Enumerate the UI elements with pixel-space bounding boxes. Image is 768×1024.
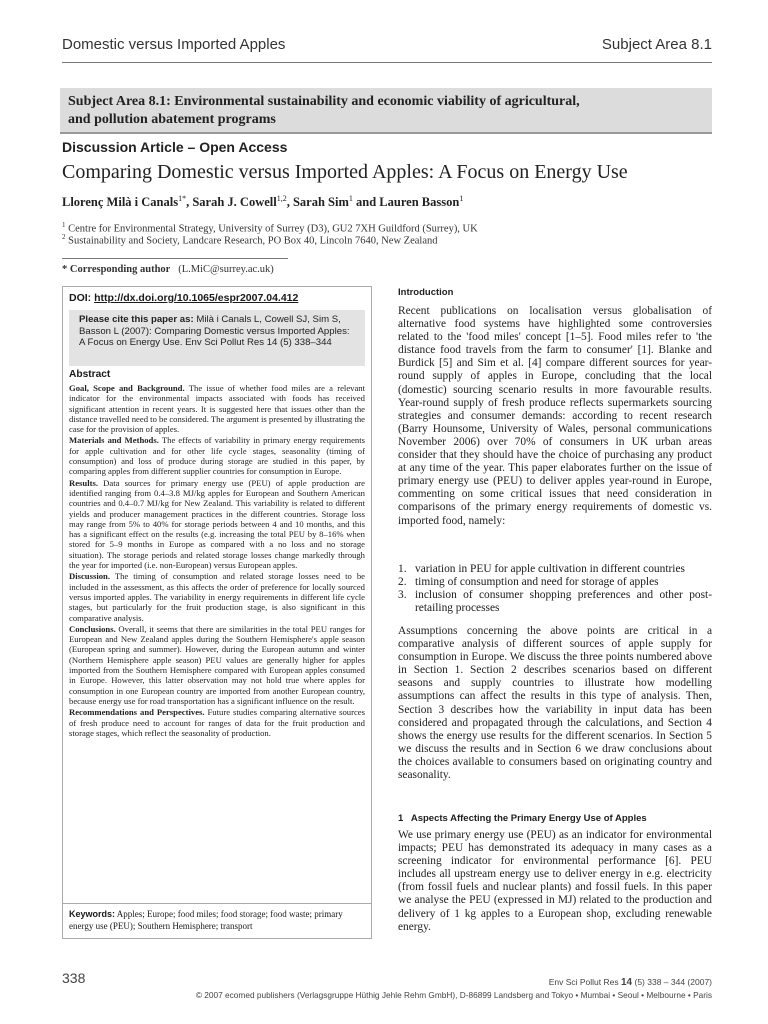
- author-sup: 1,2: [276, 194, 287, 203]
- author-name: Llorenç Milà i Canals: [62, 195, 179, 210]
- list-item: 1. variation in PEU for apple cultivation in different countries: [398, 563, 685, 575]
- issues-list: [398, 563, 712, 615]
- affiliation-1: $^1$ Centre for Environmental Strategy, University of Surrey (D3), GU2 7XH Guildford (Surrey), UK: [62, 221, 478, 235]
- section-1-paragraph: We use primary energy use (PEU) as an indicator for environmental impacts; PEU has demonstrated its adequacy in many cases as a screening indicator for environmental performance [6]. PEU includes all upstream energy use to deliver energy in e.g. electricity (from fossil fuels and nuclear plants) and fossil fuels. In this paper we analyse the PEU (expressed in MJ) related to the production and delivery of 1 kg apples to a European shop, excluding renewable energy.: [398, 829, 712, 933]
- introduction-paragraph: Recent publications on localisation versus globalisation of alternative food systems have highlighted some controversies related to the 'food miles' concept [1–5]. Food miles refer to 'the distance food travels from the farm to consumer' [1]. Blanke and Burdick [5] and Sim et al. [4] compare different sources for year-round supply of apples in Europe, concluding that the local (domestic) sourcing scenario results in more favourable results. Year-round supply of fresh produce reflects supermarkets sourcing strategies and consumer demands: according to recent research (Barry Hounsome, University of Wales, personal communications November 2006) over 70% of consumers in UK urban areas consider that they should have the choice of purchasing any product at any time of the year. This paper elaborates further on the issue of primary energy use (PEU) to deliver apples year-round in Europe, commenting on some critical issues that need consideration in comparisons of the primary energy requirements of domestic vs. imported food, namely:: [398, 305, 712, 527]
- subject-area-line-2: and pollution abatement programs: [68, 112, 276, 127]
- keywords-rule: [63, 903, 371, 904]
- header-rule: [62, 62, 712, 63]
- assumptions-paragraph: Assumptions concerning the above points are critical in a comparative analysis of different sources of apple supply for consumption in Europe. We discuss the three points numbered above in Section 1. Section 2 describes scenarios based on different seasons and supply countries to illustrate how modelling assumptions can affect the results in this type of analysis. Then, Section 3 describes how the variability in input data has been considered and propagated through the calculations, and Section 4 shows the energy use results for the different scenarios. In Section 5 we discuss the results and in Section 6 we draw conclusions about the choices available to consumers based on originating country and seasonality.: [398, 625, 712, 782]
- corresponding-email[interactable]: (L.MiC@surrey.ac.uk): [178, 264, 274, 275]
- author-list: Llorenç Milà i Canals$^{1*}$, Sarah J. Cowell$^{1,2}$, Sarah Sim$^1$ and Lauren Basson$^1$: [62, 194, 464, 210]
- doi-link[interactable]: http://dx.doi.org/10.1065/espr2007.04.412: [94, 292, 299, 304]
- journal-reference: Env Sci Pollut Res 14 (5) 338 – 344 (2007): [548, 977, 712, 988]
- abstract-paragraph: Recommendations and Perspectives. Future studies comparing alternative sources of fresh produce need to account for ranges of data for the fruit production and storage stages, which reflect the seasonality of production.: [69, 707, 365, 738]
- abstract-paragraph: Discussion. The timing of consumption and related storage losses need to be included in the assessment, as this affects the order of preference for locally sourced versus imported apples. The variability in energy requirements in different life cycle stages, but particularly for the fruit production stage, is also significant in this comparative analysis.: [69, 571, 365, 623]
- author-sup: 1: [348, 194, 353, 203]
- running-header-subject: Subject Area 8.1: [601, 36, 712, 53]
- page-number: 338: [62, 970, 86, 986]
- abstract-paragraph: Conclusions. Overall, it seems that there are similarities in the total PEU ranges for European and New Zealand apples during the Southern Hemisphere's apple season (European spring and summer). However, during the European autumn and winter (Northern Hemisphere apple season) PEU values are generally higher for apples imported from the Southern Hemisphere compared with European apples consumed in Europe. However, this latter observation may not hold true where apples for consumption in one European country are imported from another European country, because energy use for road transportation has a significant influence on the result.: [69, 623, 365, 706]
- cite-text: Milà i Canals L, Cowell SJ, Sim S, Basson L (2007): Comparing Domestic versus Imported Apples: A Focus on Energy Use. Env Sci Pollut Res 14 (5) 338–344: [79, 314, 350, 349]
- author-name: Sarah J. Cowell: [192, 195, 277, 210]
- author-name: Sarah Sim: [292, 195, 349, 210]
- author-sup: 1: [459, 194, 464, 203]
- author-sup: 1*: [178, 194, 187, 203]
- subject-area-box: [60, 88, 712, 134]
- article-title: Comparing Domestic versus Imported Apples: A Focus on Energy Use: [62, 161, 628, 183]
- copyright-line: © 2007 ecomed publishers (Verlagsgruppe Hüthig Jehle Rehm GmbH), D-86899 Landsberg and Tokyo • Mumbai • Seoul • Melbourne • Paris: [195, 990, 712, 1000]
- running-header: [62, 36, 712, 53]
- corresponding-author: * Corresponding author (L.MiC@surrey.ac.uk): [62, 264, 274, 275]
- doi-line: DOI: http://dx.doi.org/10.1065/espr2007.04.412: [69, 292, 299, 304]
- running-header-title: Domestic versus Imported Apples: [62, 36, 286, 53]
- subject-area-line-1: Subject Area 8.1: Environmental sustainability and economic viability of agricultural,: [68, 94, 580, 109]
- cite-label: Please cite this paper as:: [79, 314, 194, 325]
- list-item: 2. timing of consumption and need for storage of apples: [398, 576, 659, 589]
- keywords: Keywords: Apples; Europe; food miles; food storage; food waste; primary energy use (PEU); Southern Hemisphere; transport: [69, 909, 343, 931]
- abstract-paragraph: Results. Data sources for primary energy use (PEU) of apple production are identified ranging from 0.4–3.8 MJ/kg apples for European and Southern American countries and 0.4–0.7 MJ/kg for New Zealand. This variability is related to different yields and producer management practices in the different countries. Storage loss may range from 5% to 40% for storage periods between 4 and 10 months, and this has a significant effect on the results (e.g. increasing the total PEU by 8–16% when stored for 5–9 months in Europe as compared with a no loss and no storage situation). The storage periods and related storage losses change markedly through the year for imported (i.e. non-European) versus European apples.: [69, 477, 365, 571]
- abstract-title: Abstract: [69, 369, 111, 380]
- citation-box: [69, 310, 365, 366]
- corresponding-rule: [62, 258, 288, 259]
- list-item: 3. inclusion of consumer shopping preferences and other post-retailing processes: [398, 589, 712, 615]
- introduction-heading: Introduction: [398, 287, 454, 298]
- article-type-label: Discussion Article – Open Access: [62, 139, 288, 155]
- section-1-heading: 1 Aspects Affecting the Primary Energy Use of Apples: [398, 813, 647, 824]
- affiliation-2: $^2$ Sustainability and Society, Landcare Research, PO Box 40, Lincoln 7640, New Zealand: [62, 233, 438, 247]
- abstract-paragraph: Materials and Methods. The effects of variability in primary energy requirements for apple cultivation and for other life cycle stages, seasonality (timing of consumption) and loss of produce during storage are studied in this paper, by comparing apples from different supplier countries for consumption in Europe.: [69, 435, 365, 477]
- abstract-box: [62, 286, 372, 939]
- author-name: Lauren Basson: [379, 195, 460, 210]
- abstract-body: [69, 383, 365, 739]
- abstract-paragraph: Goal, Scope and Background. The issue of whether food miles are a relevant indicator for the environmental impacts associated with foods has received significant attention in recent years. It is suggested here that issues other than the distance travelled need to be considered. The argument is presented by illustrating the case for the provision of apples.: [69, 383, 365, 435]
